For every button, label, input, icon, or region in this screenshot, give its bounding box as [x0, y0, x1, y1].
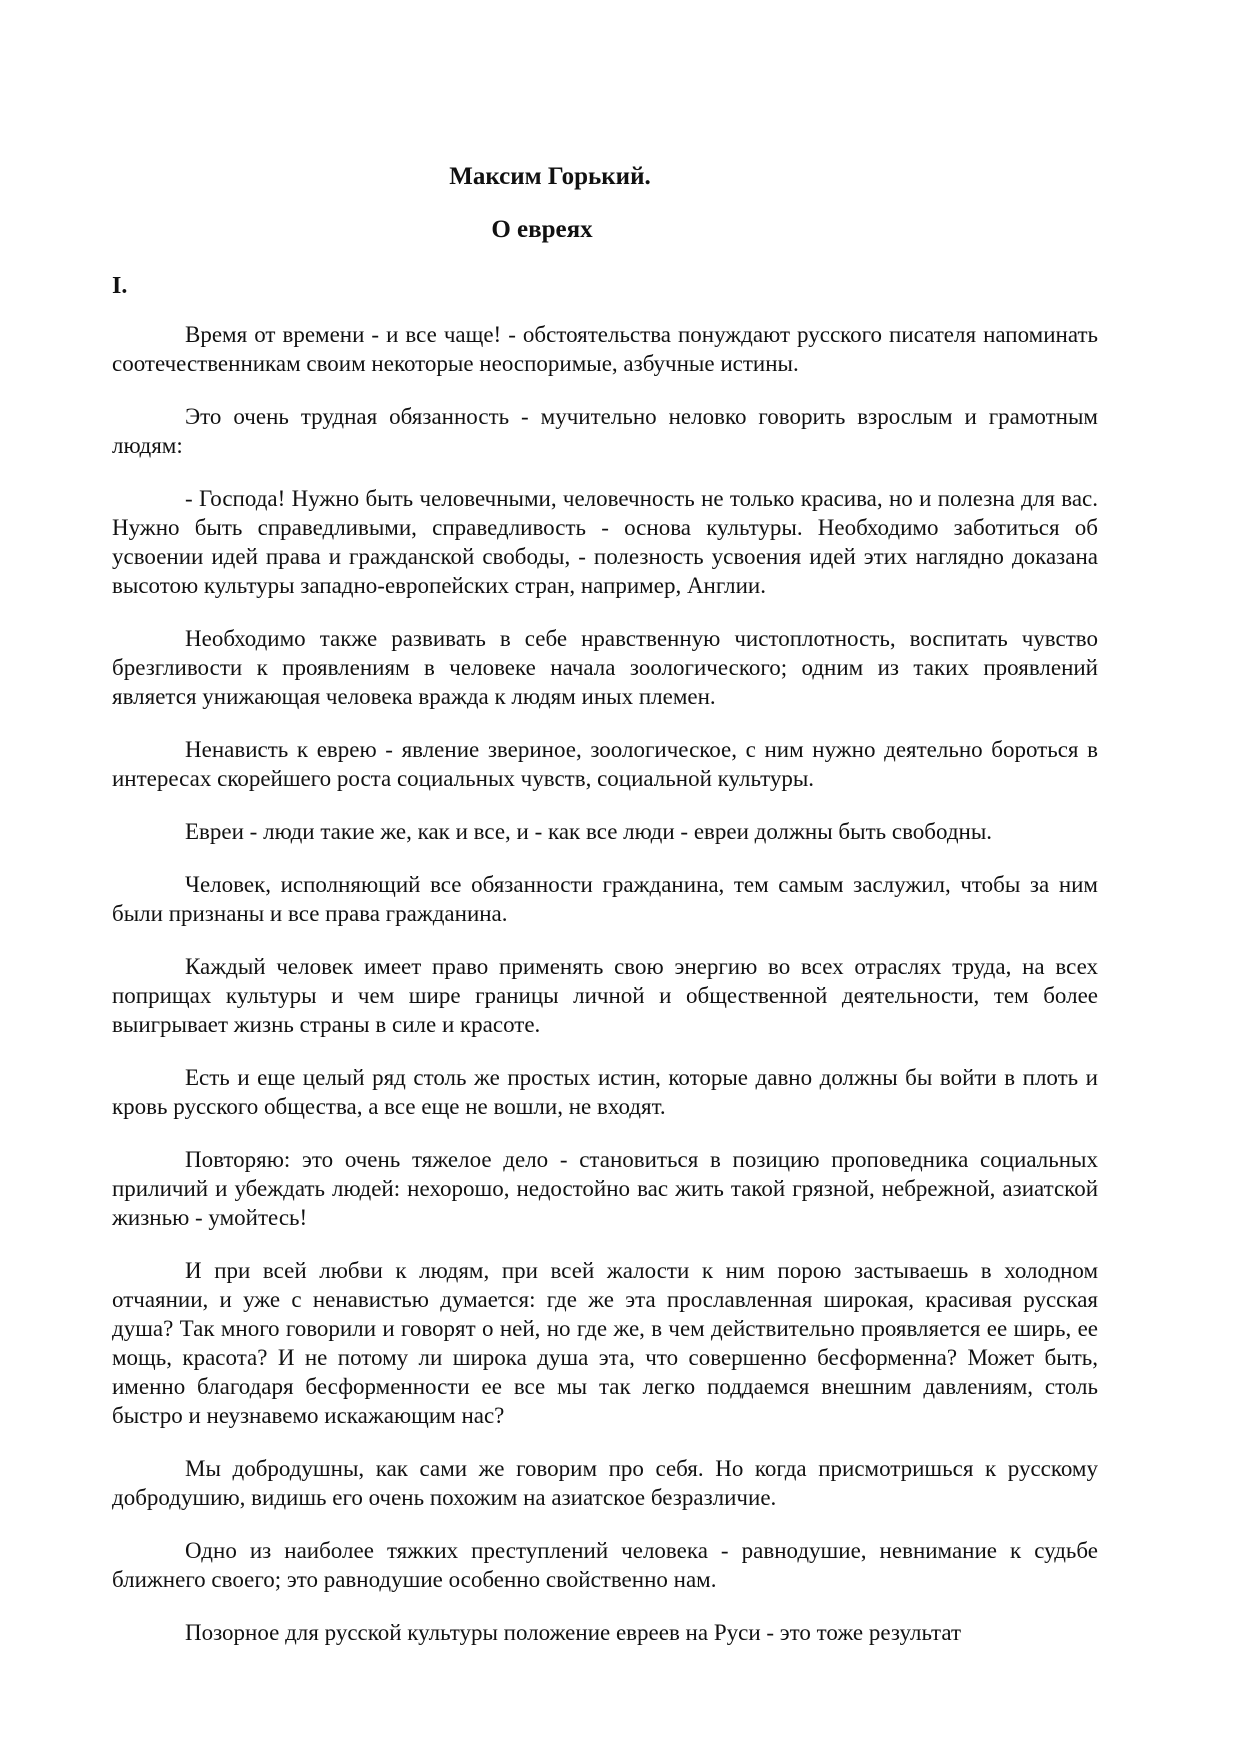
paragraph-14: Позорное для русской культуры положение евреев на Руси - это тоже результат — [185, 1620, 962, 1645]
paragraph-1: Время от времени - и все чаще! - обстоятельства понуждают русского писателя напоминать соотечественникам своим некоторые неоспоримые, азбучные истины. — [112, 322, 1098, 376]
paragraph-5: Ненависть к еврею - явление звериное, зоологическое, с ним нужно деятельно бороться в интересах скорейшего роста социальных чувств, социальной культуры. — [112, 737, 1098, 791]
paragraph-12: Мы добродушны, как сами же говорим про себя. Но когда присмотришься к русскому добродушию, видишь его очень похожим на азиатское безразличие. — [112, 1456, 1098, 1510]
paragraph-4: Необходимо также развивать в себе нравственную чистоплотность, воспитать чувство брезгливости к проявлениям в человеке начала зоологического; одним из таких проявлений является унижающая человека вражда к людям иных племен. — [112, 626, 1098, 709]
paragraph-3: - Господа! Нужно быть человечными, человечность не только красива, но и полезна для вас. Нужно быть справедливыми, справедливость - основа культуры. Необходимо заботиться об усвоении идей права и гражданской свободы, - полезность усвоения идей этих наглядно доказана высотою культуры западно-европейских стран, например, Англии. — [112, 486, 1098, 598]
paragraph-9: Есть и еще целый ряд столь же простых истин, которые давно должны бы войти в плоть и кровь русского общества, а все еще не вошли, не входят. — [112, 1065, 1098, 1119]
paragraph-11: И при всей любви к людям, при всей жалости к ним порою застываешь в холодном отчаянии, и уже с ненавистью думается: где же эта прославленная широкая, красивая русская душа? Так много говорили и говорят о ней, но где же, в чем действительно проявляется ее ширь, ее мощь, красота? И не потому ли широка душа эта, что совершенно бесформенна? Может быть, именно благодаря бесформенности ее все мы так легко поддаемся внешним давлениям, столь быстро и неузнавемо искажающим нас? — [112, 1258, 1098, 1428]
paragraph-7: Человек, исполняющий все обязанности гражданина, тем самым заслужил, чтобы за ним были признаны и все права гражданина. — [112, 872, 1098, 926]
body-text — [112, 320, 1098, 1671]
paragraph-6: Евреи - люди такие же, как и все, и - как все люди - евреи должны быть свободны. — [185, 819, 993, 844]
document-title: О евреях — [491, 216, 593, 243]
paragraph-8: Каждый человек имеет право применять свою энергию во всех отраслях труда, на всех поприщах культуры и чем шире границы личной и общественной деятельности, тем более выигрывает жизнь страны в силе и красоте. — [112, 954, 1098, 1037]
paragraph-10: Повторяю: это очень тяжелое дело - становиться в позицию проповедника социальных приличий и убеждать людей: нехорошо, недостойно вас жить такой грязной, небрежной, азиатской жизнью - умойтесь! — [112, 1147, 1098, 1230]
section-number: I. — [112, 273, 128, 299]
paragraph-2: Это очень трудная обязанность - мучительно неловко говорить взрослым и грамотным людям: — [112, 404, 1098, 458]
paragraph-13: Одно из наиболее тяжких преступлений человека - равнодушие, невнимание к судьбе ближнего своего; это равнодушие особенно свойственно нам. — [112, 1538, 1098, 1592]
author-heading: Максим Горький. — [449, 163, 651, 190]
